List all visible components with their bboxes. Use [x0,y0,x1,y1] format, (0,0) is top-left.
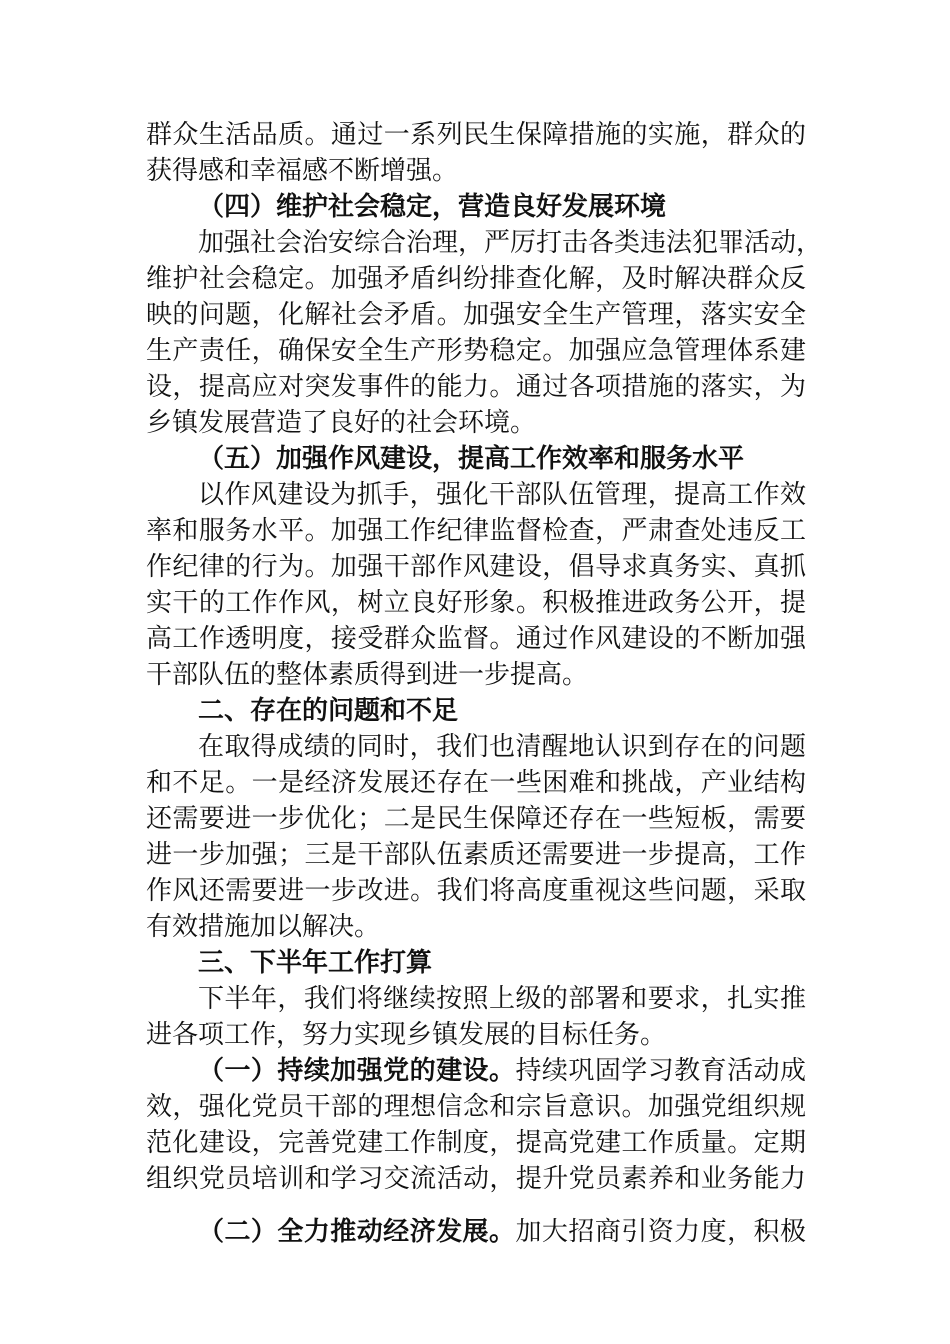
subsection-heading-5: （五）加强作风建设，提高工作效率和服务水平 [198,444,745,474]
paragraph-line: 映的问题，化解社会矛盾。加强安全生产管理，落实安全 [146,300,806,330]
paragraph-line: 群众生活品质。通过一系列民生保障措施的实施，群众的 [146,120,806,150]
paragraph-line: 还需要进一步优化；二是民生保障还存在一些短板，需要 [146,804,806,834]
paragraph-line: 获得感和幸福感不断增强。 [146,156,459,186]
paragraph-line: 干部队伍的整体素质得到进一步提高。 [146,660,589,690]
paragraph-line: 率和服务水平。加强工作纪律监督检查，严肃查处违反工 [146,516,806,546]
paragraph-line: 组织党员培训和学习交流活动，提升党员素养和业务能力 [146,1164,806,1194]
paragraph-line: 高工作透明度，接受群众监督。通过作风建设的不断加强 [146,624,806,654]
paragraph-line: 有效措施加以解决。 [146,912,381,942]
subsection-heading-4: （四）维护社会稳定，营造良好发展环境 [198,192,667,222]
paragraph-line: 效，强化党员干部的理想信念和宗旨意识。加强党组织规 [146,1092,806,1122]
item-2-lead: （二）全力推动经济发展。 [198,1217,516,1247]
item-1-text: 持续巩固学习教育活动成 [515,1056,806,1086]
section-heading-2: 二、存在的问题和不足 [198,696,459,726]
paragraph-line: 设，提高应对突发事件的能力。通过各项措施的落实，为 [146,372,806,402]
paragraph-line: 乡镇发展营造了良好的社会环境。 [146,408,537,438]
item-1-first-line [198,1053,806,1089]
paragraph-line: 作纪律的行为。加强干部作风建设，倡导求真务实、真抓 [146,552,806,582]
paragraph-line: 进各项工作，努力实现乡镇发展的目标任务。 [146,1020,667,1050]
paragraph-line: 和不足。一是经济发展还存在一些困难和挑战，产业结构 [146,768,806,798]
paragraph-line: 生产责任，确保安全生产形势稳定。加强应急管理体系建 [146,336,806,366]
item-1-lead: （一）持续加强党的建设。 [198,1056,516,1086]
paragraph-line: 以作风建设为抓手，强化干部队伍管理，提高工作效 [198,480,806,510]
paragraph-line: 实干的工作作风，树立良好形象。积极推进政务公开，提 [146,588,806,618]
paragraph-line: 下半年，我们将继续按照上级的部署和要求，扎实推 [198,984,806,1014]
paragraph-line: 加强社会治安综合治理，严厉打击各类违法犯罪活动， [198,228,823,258]
paragraph-line: 在取得成绩的同时，我们也清醒地认识到存在的问题 [198,732,806,762]
paragraph-line: 作风还需要进一步改进。我们将高度重视这些问题，采取 [146,876,806,906]
paragraph-line: 维护社会稳定。加强矛盾纠纷排查化解，及时解决群众反 [146,264,806,294]
paragraph-line: 进一步加强；三是干部队伍素质还需要进一步提高，工作 [146,840,806,870]
item-2-first-line [198,1214,806,1250]
item-2-text: 加大招商引资力度，积极 [515,1217,806,1247]
paragraph-line: 范化建设，完善党建工作制度，提高党建工作质量。定期 [146,1128,806,1158]
section-heading-3: 三、下半年工作打算 [198,948,433,978]
